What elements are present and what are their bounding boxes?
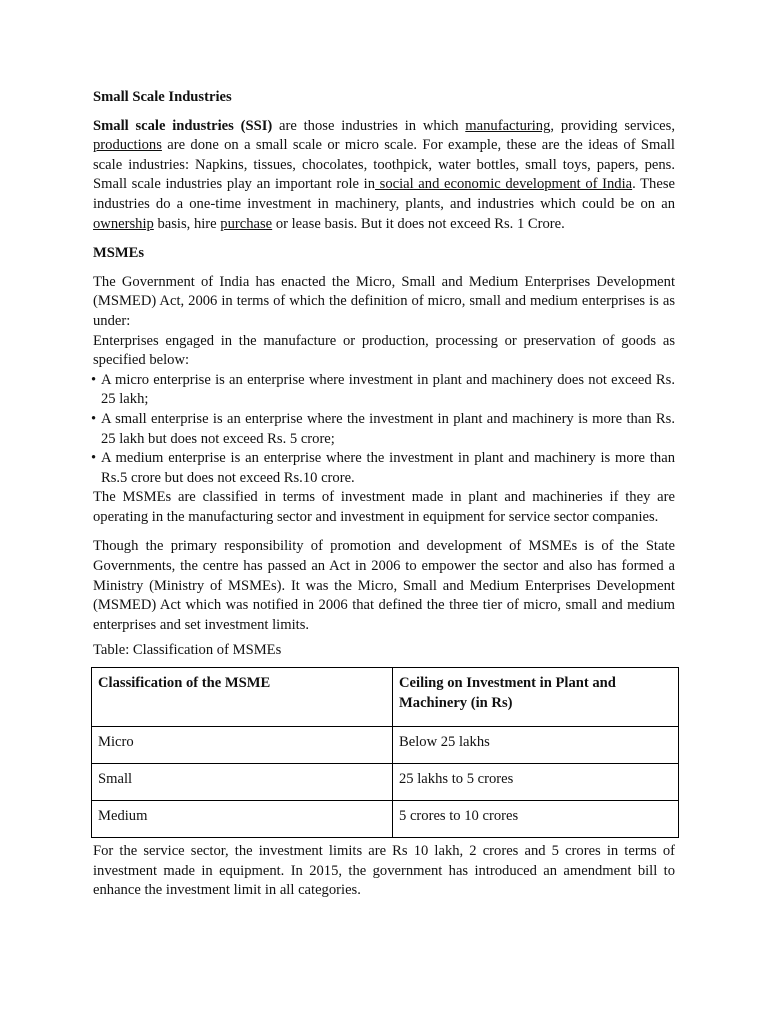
ssi-text-1: are those industries in which: [272, 117, 466, 134]
table-cell: 5 crores to 10 crores: [393, 801, 679, 838]
table-cell: Small: [92, 764, 393, 801]
table-header-cell: Ceiling on Investment in Plant and Machinery (in Rs): [393, 668, 679, 727]
table-row: [92, 764, 679, 801]
responsibility-paragraph: Though the primary responsibility of promotion and development of MSMEs is of the State Governments, the centre has passed an Act in 2006 to empower the sector and also has formed a Ministry (Ministry of MSMEs). It was the Micro, Small and Medium Enterprises Development (MSMED) Act which was notified in 2006 that defined the three tier of micro, small and medium enterprises and set investment limits.: [93, 538, 675, 633]
list-item-text: A medium enterprise is an enterprise where the investment in plant and machinery is more than Rs.5 crore but does not exceed Rs.10 crore.: [101, 450, 675, 486]
document-content: [93, 88, 675, 901]
table-cell: Below 25 lakhs: [393, 727, 679, 764]
list-item-text: A small enterprise is an enterprise where the investment in plant and machinery is more than Rs. 25 lakh but does not exceed Rs. 5 crore;: [101, 410, 675, 447]
list-item: [93, 449, 675, 488]
table-row: [92, 727, 679, 764]
link-ownership[interactable]: ownership: [93, 215, 154, 232]
msme-heading: MSMEs: [93, 245, 145, 262]
ssi-text-2: , providing services,: [550, 117, 675, 134]
list-item-text: A micro enterprise is an enterprise where investment in plant and machinery does not exceed Rs. 25 lakh;: [101, 371, 675, 408]
list-item: [93, 371, 675, 410]
classified-paragraph: The MSMEs are classified in terms of investment made in plant and machineries if they are operating in the manufacturing sector and investment in equipment for service sector companies.: [93, 489, 675, 525]
link-productions[interactable]: productions: [93, 137, 162, 154]
ssi-term: Small scale industries (SSI): [93, 117, 273, 134]
link-purchase[interactable]: purchase: [220, 215, 273, 232]
msme-classification-table: [91, 667, 679, 838]
table-cell: 25 lakhs to 5 crores: [393, 764, 679, 801]
bullet-icon: •: [91, 450, 97, 467]
table-row: [92, 801, 679, 838]
ssi-text-6: or lease basis. But it does not exceed Rs. 1 Crore.: [272, 215, 565, 232]
msme-intro: The Government of India has enacted the Micro, Small and Medium Enterprises Development (MSMED) Act, 2006 in terms of which the definition of micro, small and medium enterprises is as under:: [93, 273, 675, 329]
table-header-row: [92, 668, 679, 727]
link-social-economic-development[interactable]: social and economic development of India: [375, 176, 633, 193]
ssi-text-4: . These industries do a one-time investment in machinery, plants, and industries which could be on an: [93, 176, 675, 212]
list-item: [93, 410, 675, 449]
ssi-text-5: basis, hire: [153, 215, 221, 232]
msme-lead: Enterprises engaged in the manufacture or production, processing or preservation of goods as specified below:: [93, 332, 675, 369]
enterprise-list: [93, 371, 675, 489]
bullet-icon: •: [91, 371, 97, 388]
table-cell: Medium: [92, 801, 393, 838]
table-header-cell: Classification of the MSME: [92, 668, 393, 727]
page-title: Small Scale Industries: [93, 89, 232, 105]
table-caption: Table: Classification of MSMEs: [93, 642, 282, 659]
ssi-text-3: are done on a small scale or micro scale. For example, these are the ideas of Small scale industries: Napkins, tissues, chocolates, toothpick, water bottles, small toys, papers, pens. Small scale industries play an important role in: [93, 137, 675, 193]
service-sector-paragraph: For the service sector, the investment limits are Rs 10 lakh, 2 crores and 5 crores in terms of investment made in equipment. In 2015, the government has introduced an amendment bill to enhance the investment limit in all categories.: [93, 843, 675, 899]
ssi-paragraph: [93, 117, 675, 235]
table-cell: Micro: [92, 727, 393, 764]
bullet-icon: •: [91, 410, 97, 427]
link-manufacturing[interactable]: manufacturing: [465, 117, 551, 134]
